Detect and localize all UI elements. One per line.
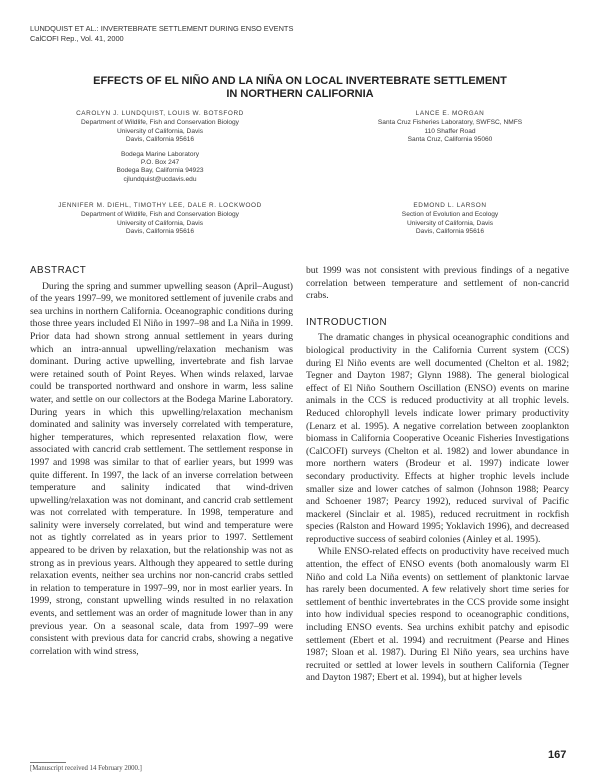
affiliation-line: Davis, California 95616 bbox=[125, 228, 195, 236]
affiliation-line: Section of Evolution and Ecology bbox=[401, 211, 499, 219]
article-title bbox=[60, 75, 540, 100]
affiliation-line: University of California, Davis bbox=[406, 219, 494, 227]
affiliation-line: Santa Cruz, California 95060 bbox=[407, 136, 493, 144]
affiliation-line: Department of Wildlife, Fish and Conservation Biology bbox=[81, 119, 239, 127]
author-email: cjlundquist@ucdavis.edu bbox=[123, 175, 197, 183]
introduction-heading: INTRODUCTION bbox=[306, 316, 388, 328]
affiliation-line: University of California, Davis bbox=[116, 127, 204, 135]
author-group-3 bbox=[30, 202, 290, 237]
affiliation-line: 110 Shaffer Road bbox=[424, 127, 476, 135]
running-head bbox=[30, 24, 293, 44]
article-title-line-1: EFFECTS OF EL NIÑO AND LA NIÑA ON LOCAL INVERTEBRATE SETTLEMENT bbox=[93, 75, 507, 87]
affiliation-line: Department of Wildlife, Fish and Conservation Biology bbox=[81, 211, 239, 219]
affiliation-line: Davis, California 95616 bbox=[415, 228, 485, 236]
affiliation-line: University of California, Davis bbox=[116, 219, 204, 227]
affiliation-line: Bodega Bay, California 94923 bbox=[116, 167, 204, 175]
author-group-4 bbox=[330, 202, 570, 237]
affiliation-line: P.O. Box 247 bbox=[140, 159, 180, 167]
author-group-1 bbox=[30, 110, 290, 184]
page-number: 167 bbox=[548, 749, 567, 761]
introduction-paragraph-2: While ENSO-related effects on productivity have received much attention, the effect of ENSO events (both anomalously warm El Niño and cold La Niña events) on settlement of planktonic larvae has rarely been documented. A few relatively short time series for settlement of benthic invertebrates in the CCS provide some insight into how individual species respond to oceanographic conditions, including ENSO events. Sea urchins exhibit patchy and episodic settlement (Ebert et al. 1994) and recruitment (Pearse and Hines 1987; Sloan et al. 1987). During El Niño years, sea urchins have recruited or settled at lower levels in southern California (Tegner and Dayton 1987; Ebert et al. 1994), but at higher levels bbox=[306, 546, 569, 684]
affiliation-line: Santa Cruz Fisheries Laboratory, SWFSC, NMFS bbox=[377, 119, 523, 127]
left-column bbox=[30, 265, 293, 658]
abstract-text: During the spring and summer upwelling season (April–August) of the years 1997–99, we monitored settlement of juvenile crabs and sea urchins in northern California. Oceanographic conditions during those three years included El Niño in 1997–98 and La Niña in 1999. Prior data had shown strong annual settlement in years during which an intra-annual upwelling/relaxation mechanism was dominant. During active upwelling, invertebrate and fish larvae were retained south of Point Reyes. When winds relaxed, larvae could be transported northward and onshore in warm, less saline water, and settle on our collectors at the Bodega Marine Laboratory. During years in which this upwelling/relaxation mechanism dominated and salinity was inversely correlated with temperature, higher temperatures, which represented relaxation flow, were associated with cancrid crab settlement. The settlement response in 1997 and 1998 was similar to that of earlier years, but 1999 was quite different. In 1997, the lack of an inverse correlation between temperature and salinity indicated that wind-driven upwelling/relaxation was not dominant, and cancrid crab settlement was not correlated with temperature. In 1998, temperature and salinity were inversely correlated, but wind and temperature were not as tightly correlated as in years prior to 1997. Settlement appeared to be driven by relaxation, but the relationship was not as strong as in previous years. Although they appeared to settle during relaxation events, neither sea urchins nor non-cancrid crabs settled in relation to temperature in 1997–99, nor in most earlier years. In 1999, strong, constant upwelling winds resulted in no relaxation events, and settlement was an order of magnitude lower than in any previous year. On a seasonal scale, data from 1997–99 were consistent with previous data for cancrid crabs, showing a negative correlation with wind stress, bbox=[30, 280, 293, 657]
manuscript-received-note: [Manuscript received 14 February 2000.] bbox=[30, 765, 142, 772]
footnote-divider bbox=[30, 762, 66, 763]
right-column bbox=[306, 265, 569, 685]
running-head-title: LUNDQUIST ET AL.: INVERTEBRATE SETTLEMENT DURING ENSO EVENTS bbox=[30, 24, 294, 33]
author-block bbox=[30, 110, 570, 260]
author-names: CAROLYN J. LUNDQUIST, LOUIS W. BOTSFORD bbox=[76, 110, 244, 117]
introduction-paragraph-1: The dramatic changes in physical oceanographic conditions and biological productivity in the California Current system (CCS) during El Niño events are well documented (Chelton et al. 1982; Tegner and Dayton 1987; Glynn 1988). The general biological effect of El Niño Southern Oscillation (ENSO) events on marine animals in the CCS is reduced productivity at all trophic levels. Reduced chlorophyll levels indicate lower primary productivity (Lenarz et al. 1995). A negative correlation between zooplankton biomass in California Cooperative Oceanic Fisheries Investigations (CalCOFI) surveys (Chelton et al. 1982) and lower abundance in more northern waters (Brodeur et al. 1997) indicate lower secondary productivity. Effects at higher trophic levels include smaller size and lower catches of salmon (Johnson 1988; Pearcy and Schoener 1987; Pearcy 1992), reduced survival of Pacific mackerel (Sinclair et al. 1985), reduced recruitment in rockfish species (Ralston and Howard 1995; Yoklavich 1996), and decreased reproductive success of seabird colonies (Ainley et al. 1995). bbox=[306, 332, 569, 545]
running-head-citation: CalCOFI Rep., Vol. 41, 2000 bbox=[30, 34, 124, 43]
abstract-continuation: but 1999 was not consistent with previous findings of a negative correlation between temperature and settlement of non-cancrid crabs. bbox=[306, 265, 569, 302]
author-group-2 bbox=[330, 110, 570, 145]
article-title-line-2: IN NORTHERN CALIFORNIA bbox=[226, 87, 374, 100]
author-names: LANCE E. MORGAN bbox=[415, 110, 485, 117]
abstract-heading: ABSTRACT bbox=[30, 265, 87, 276]
author-names: EDMOND L. LARSON bbox=[413, 202, 487, 209]
author-names: JENNIFER M. DIEHL, TIMOTHY LEE, DALE R. LOCKWOOD bbox=[58, 202, 262, 209]
affiliation-line: Bodega Marine Laboratory bbox=[120, 150, 200, 158]
affiliation-line: Davis, California 95616 bbox=[125, 136, 195, 144]
